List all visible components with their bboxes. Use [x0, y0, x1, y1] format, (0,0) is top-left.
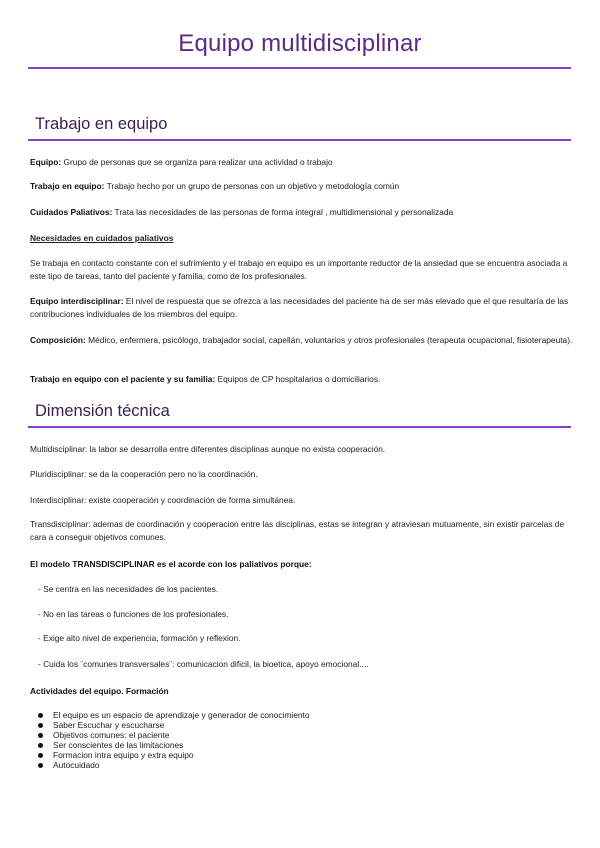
- actividades-heading: [30, 685, 575, 698]
- necesidades-heading: [30, 232, 575, 245]
- list-item-text: Objetivos comunes: el paciente: [53, 730, 170, 740]
- equipo-label: Equipo:: [30, 157, 62, 167]
- necesidades-paragraph: Se trabaja en contacto constante con el sufrimiento y el trabajo en equipo es un importante reductor de la ansiedad que se encuentra asociada a este tipo de tareas, tanto del paciente y familia, como de los profesionales.: [30, 258, 568, 281]
- cuidados-label: Cuidados Paliativos:: [30, 207, 113, 217]
- modelo-heading: [30, 558, 575, 571]
- inter-text: El nivel de respuesta que se ofrezca a las necesidades del paciente ha de ser más elevado que el que resultaría de las contribuciones individuales de los miembros del equipo.: [30, 296, 569, 319]
- title-divider: [28, 67, 571, 69]
- bullet-icon: [38, 733, 43, 738]
- bullet-icon: [38, 763, 43, 768]
- equipo-definition: [30, 156, 575, 169]
- section-divider-trabajo: [28, 139, 571, 141]
- list-item-text: Autocuidado: [53, 760, 100, 770]
- list-item: [38, 760, 310, 770]
- list-item-text: Formacion intra equipo y extra equipo: [53, 750, 194, 760]
- section-heading-trabajo: Trabajo en equipo: [35, 115, 168, 133]
- list-item: [38, 750, 310, 760]
- list-item: [38, 730, 310, 740]
- trabajo-definition: [30, 180, 575, 193]
- dash-item: - No en las tareas o funciones de los profesionales.: [38, 609, 229, 619]
- list-item: [38, 720, 310, 730]
- inter-label: Equipo interdisciplinar:: [30, 296, 124, 306]
- composicion-text: Médico, enfermera, psicólogo, trabajador social, capellán, voluntarios y otros profesionales (terapeuta ocupacional, fisioterapeuta).: [85, 335, 573, 345]
- dash-item: - Se centra en las necesidades de los pacientes.: [38, 584, 219, 594]
- paciente-label: Trabajo en equipo con el paciente y su familia:: [30, 374, 216, 384]
- composicion-definition: [30, 334, 575, 347]
- section-divider-dimension: [28, 426, 571, 428]
- cuidados-definition: [30, 206, 575, 219]
- page-title: Equipo multidisciplinar: [178, 30, 422, 57]
- actividades-heading-text: Actividades del equipo. Formación: [30, 686, 169, 696]
- bullet-icon: [38, 713, 43, 718]
- pluridisciplinar-text: Pluridisciplinar: se da la cooperación pero no la coordinación.: [30, 469, 258, 479]
- list-item-text: Saber Escuchar y escucharse: [53, 720, 165, 730]
- section-heading-dimension: Dimensión técnica: [35, 402, 170, 420]
- necesidades-heading-text: Necesidades en cuidados paliativos: [30, 233, 174, 243]
- composicion-label: Composición:: [30, 335, 86, 345]
- list-item-text: Ser conscientes de las limitaciones: [53, 740, 184, 750]
- actividades-list: [38, 710, 310, 770]
- trabajo-label: Trabajo en equipo:: [30, 181, 105, 191]
- cuidados-text: Trata las necesidades de las personas de forma integral , multidimensional y personalizada: [112, 207, 454, 217]
- bullet-icon: [38, 753, 43, 758]
- interdisciplinar-text: Interdisciplinar: existe cooperación y coordinación de forma simultánea.: [30, 495, 296, 505]
- modelo-heading-text: El modelo TRANSDISCIPLINAR es el acorde con los paliativos porque:: [30, 559, 312, 569]
- dash-item: - Exige alto nivel de experiencia, formación y reflexion.: [38, 633, 241, 643]
- list-item: [38, 710, 310, 720]
- multidisciplinar-text: Multidisciplinar: la labor se desarrolla entre diferentes disciplinas aunque no exista cooperación.: [30, 444, 386, 454]
- bullet-icon: [38, 743, 43, 748]
- list-item: [38, 740, 310, 750]
- interdisciplinar-definition: [30, 295, 575, 321]
- dash-item: - Cuida los ¨comunes transversales¨: comunicacion dificil, la bioetica, apoyo emocional....: [38, 659, 369, 669]
- transdisciplinar-text: Transdisciplinar: ademas de coordinación y cooperacion entre las disciplinas, estas se integran y atraviesan mutuamente, sin existir parcelas de cara a conseguir objetivos comunes.: [30, 519, 565, 542]
- equipo-text: Grupo de personas que se organiza para realizar una actividad o trabajo: [61, 157, 333, 167]
- paciente-text: Equipos de CP hospitalarios o domiciliarios.: [215, 374, 381, 384]
- list-item-text: El equipo es un espacio de aprendizaje y generador de conocimiento: [53, 710, 310, 720]
- paciente-definition: [30, 373, 575, 386]
- trabajo-text: Trabajo hecho por un grupo de personas con un objetivo y metodología común: [104, 181, 400, 191]
- bullet-icon: [38, 723, 43, 728]
